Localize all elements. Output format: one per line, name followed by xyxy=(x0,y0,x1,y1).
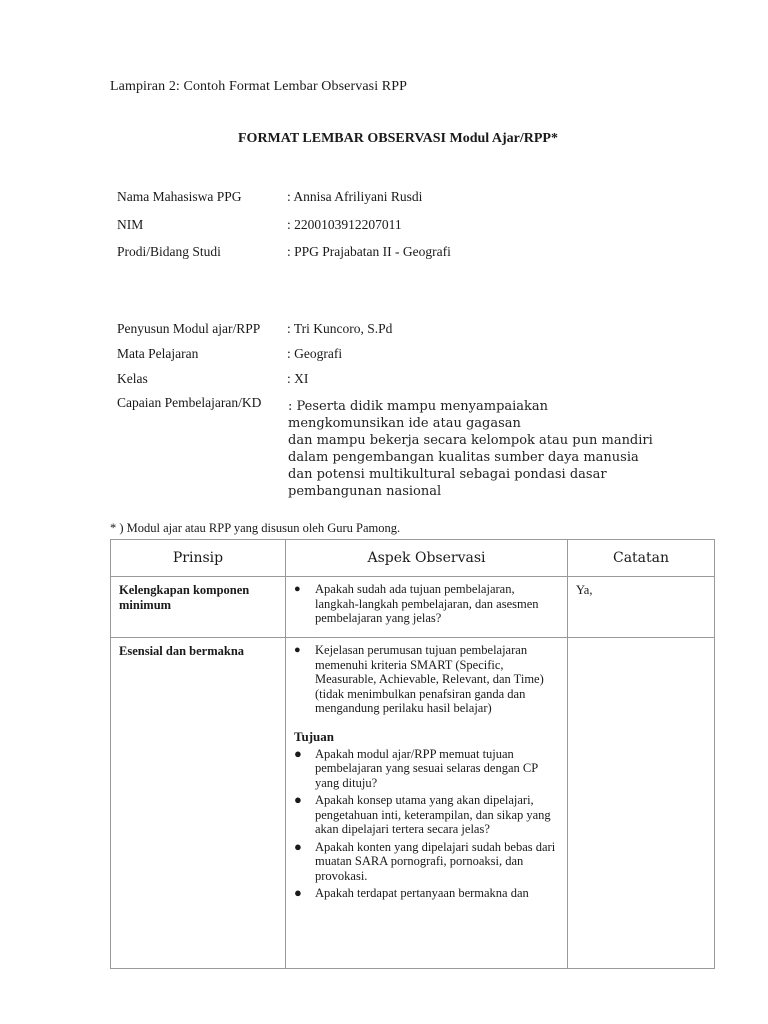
info-label: Kelas xyxy=(117,371,148,386)
prinsip-cell xyxy=(111,638,286,969)
capaian-line: pembangunan nasional xyxy=(288,484,442,499)
footnote: * ) Modul ajar atau RPP yang disusun oleh Guru Pamong. xyxy=(110,521,401,535)
info-value: : 2200103912207011 xyxy=(287,217,402,232)
list-item-text: Apakah konsep utama yang akan dipelajari, pengetahuan inti, keterampilan, dan sikap yang akan dipelajari tertera secara jelas? xyxy=(315,793,551,836)
list-item-text: Apakah sudah ada tujuan pembelajaran, langkah-langkah pembelajaran, dan asesmen pembelajaran yang jelas? xyxy=(315,582,539,625)
info-label: Prodi/Bidang Studi xyxy=(117,244,221,259)
observation-table xyxy=(110,539,715,969)
tujuan-list xyxy=(286,747,567,901)
header-aspek-observasi: Aspek Observasi xyxy=(286,540,568,577)
catatan-text xyxy=(568,638,714,644)
document-title xyxy=(0,131,768,147)
capaian-line: dan potensi multikultural sebagai pondasi dasar xyxy=(288,467,607,482)
info-value: : PPG Prajabatan II - Geografi xyxy=(287,244,451,259)
list-item xyxy=(294,793,559,837)
catatan-cell xyxy=(568,638,715,969)
info-label: NIM xyxy=(117,217,144,232)
capaian-line: dalam pengembangan kualitas sumber daya manusia xyxy=(288,450,639,465)
bullet-icon: ● xyxy=(294,583,301,595)
info-label: Capaian Pembelajaran/KD xyxy=(117,395,262,410)
info-label: Nama Mahasiswa PPG xyxy=(117,189,242,204)
header-catatan: Catatan xyxy=(568,540,715,577)
info-value: : Tri Kuncoro, S.Pd xyxy=(287,321,393,336)
table-row xyxy=(111,638,715,969)
list-item-text: Kejelasan perumusan tujuan pembelajaran memenuhi kriteria SMART (Specific, Measurable, Achievable, Relevant, dan Time) (tidak menimbulkan penafsiran ganda dan mengandung perilaku hasil belajar) xyxy=(315,643,544,715)
bullet-icon: ● xyxy=(294,644,301,656)
bullet-icon: ● xyxy=(294,838,302,854)
info-value: : XI xyxy=(287,371,309,386)
info-value: : Annisa Afriliyani Rusdi xyxy=(287,189,423,204)
bullet-icon: ● xyxy=(294,745,302,761)
list-item-text: Apakah konten yang dipelajari sudah bebas dari muatan SARA pornografi, pornoaksi, dan provokasi. xyxy=(315,839,556,883)
table-header-row xyxy=(111,540,715,577)
list-item xyxy=(294,747,559,791)
list-item-text: Apakah terdapat pertanyaan bermakna dan xyxy=(315,886,529,900)
prinsip-cell xyxy=(111,577,286,638)
capaian-line: mengkomunsikan ide atau gagasan xyxy=(288,416,521,431)
capaian-line: dan mampu bekerja secara kelompok atau pun mandiri xyxy=(288,433,653,448)
prinsip-text: Kelengkapan komponen minimum xyxy=(119,583,250,612)
capaian-line: : Peserta didik mampu menyampaiakan xyxy=(288,399,549,414)
bullet-icon: ● xyxy=(294,885,302,900)
aspek-list xyxy=(286,577,567,626)
list-item xyxy=(294,840,559,884)
bullet-icon: ● xyxy=(294,792,302,807)
list-item xyxy=(294,643,559,716)
aspek-list xyxy=(286,638,567,716)
info-label: Mata Pelajaran xyxy=(117,346,199,361)
list-item-text: Apakah modul ajar/RPP memuat tujuan pembelajaran yang sesuai selaras dengan CP yang dituju? xyxy=(315,746,538,790)
tujuan-subheading: Tujuan xyxy=(294,728,334,744)
lampiran-heading: Lampiran 2: Contoh Format Lembar Observasi RPP xyxy=(110,79,408,94)
header-prinsip: Prinsip xyxy=(111,540,286,577)
catatan-cell xyxy=(568,577,715,638)
table-row xyxy=(111,577,715,638)
capaian-value xyxy=(288,398,708,500)
list-item xyxy=(294,582,559,626)
document-title-text: FORMAT LEMBAR OBSERVASI Modul Ajar/RPP* xyxy=(238,131,558,146)
info-label: Penyusun Modul ajar/RPP xyxy=(117,321,261,336)
catatan-text: Ya, xyxy=(576,583,593,597)
info-value: : Geografi xyxy=(287,346,343,361)
aspek-cell xyxy=(286,638,568,969)
list-item xyxy=(294,886,559,901)
aspek-cell xyxy=(286,577,568,638)
prinsip-text: Esensial dan bermakna xyxy=(119,644,245,658)
